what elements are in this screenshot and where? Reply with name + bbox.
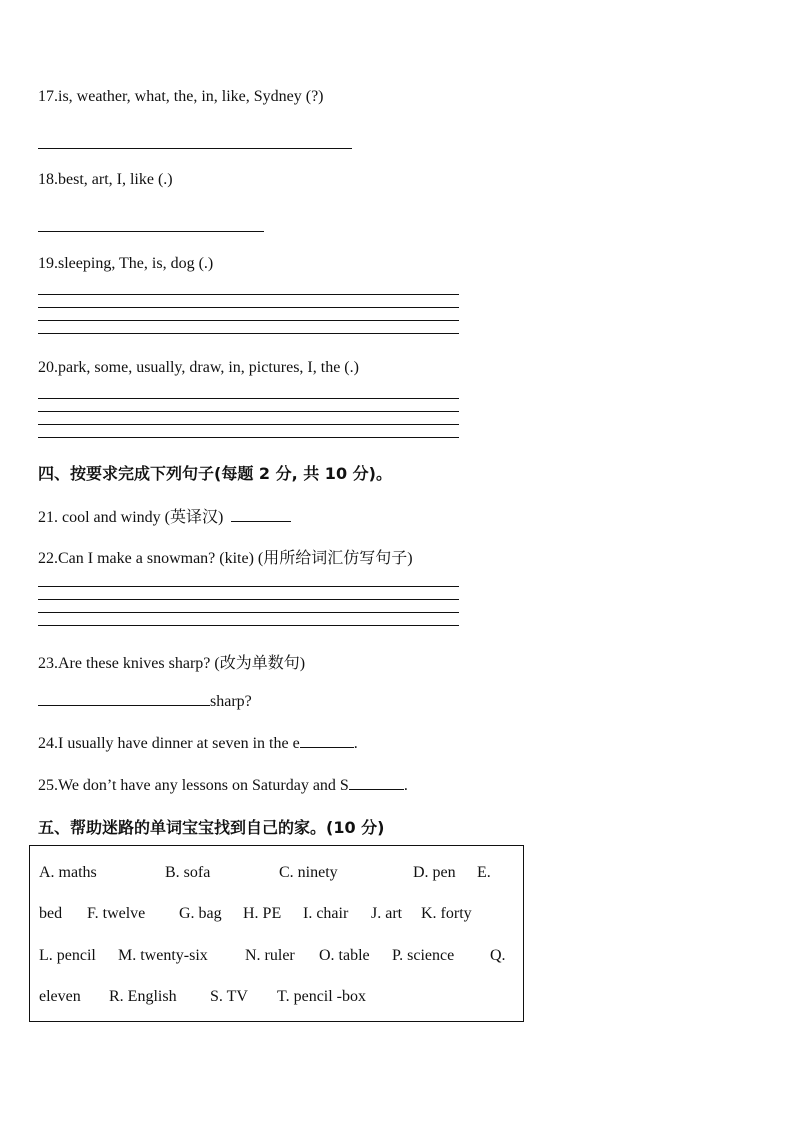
word-option[interactable]: Q.: [490, 947, 506, 964]
question-23-answer-row: [38, 691, 252, 711]
word-option[interactable]: S. TV: [210, 988, 248, 1005]
question-25-row: [38, 775, 408, 795]
word-option[interactable]: G. bag: [179, 905, 222, 922]
question-24-row: [38, 733, 358, 753]
answer-line-17[interactable]: [38, 148, 352, 149]
writing-line-19-2[interactable]: [38, 307, 459, 308]
writing-line-19-1[interactable]: [38, 294, 459, 295]
word-option[interactable]: O. table: [319, 947, 370, 964]
section-five-heading: 五、帮助迷路的单词宝宝找到自己的家。(10 分): [38, 818, 385, 837]
question-21-row: [38, 504, 291, 527]
writing-line-19-4[interactable]: [38, 333, 459, 334]
answer-blank-25[interactable]: [349, 775, 404, 790]
writing-line-22-4[interactable]: [38, 625, 459, 626]
word-box: [29, 845, 524, 1022]
writing-line-20-4[interactable]: [38, 437, 459, 438]
word-option[interactable]: F. twelve: [87, 905, 146, 922]
word-option[interactable]: B. sofa: [165, 864, 211, 881]
question-19: 19.sleeping, The, is, dog (.): [38, 255, 214, 272]
word-option[interactable]: eleven: [39, 988, 81, 1005]
question-17: 17.is, weather, what, the, in, like, Sydney (?): [38, 88, 324, 105]
writing-line-20-1[interactable]: [38, 398, 459, 399]
question-23: 23.Are these knives sharp? (改为单数句): [38, 655, 306, 672]
question-25: 25.We don’t have any lessons on Saturday and S: [38, 777, 349, 794]
word-option[interactable]: E.: [477, 864, 491, 881]
word-option[interactable]: A. maths: [39, 864, 97, 881]
word-option[interactable]: bed: [39, 905, 63, 922]
word-option[interactable]: P. science: [392, 947, 455, 964]
word-option[interactable]: I. chair: [303, 905, 349, 922]
word-option[interactable]: D. pen: [413, 864, 456, 881]
question-23-suffix: sharp?: [210, 693, 252, 710]
word-option[interactable]: J. art: [371, 905, 403, 922]
word-option[interactable]: R. English: [109, 988, 177, 1005]
word-option[interactable]: K. forty: [421, 905, 472, 922]
answer-blank-24[interactable]: [300, 733, 354, 748]
word-option[interactable]: N. ruler: [245, 947, 295, 964]
writing-line-20-2[interactable]: [38, 411, 459, 412]
question-21: 21. cool and windy (英译汉): [38, 509, 224, 526]
question-24-end: .: [353, 735, 358, 752]
question-22: 22.Can I make a snowman? (kite) (用所给词汇仿写句子): [38, 550, 413, 567]
question-18: 18.best, art, I, like (.): [38, 171, 173, 188]
question-24: 24.I usually have dinner at seven in the e: [38, 735, 300, 752]
writing-line-22-3[interactable]: [38, 612, 459, 613]
question-20: 20.park, some, usually, draw, in, pictures, I, the (.): [38, 359, 359, 376]
word-option[interactable]: C. ninety: [279, 864, 338, 881]
answer-blank-23[interactable]: [38, 691, 210, 706]
word-option[interactable]: M. twenty-six: [118, 947, 208, 964]
word-option[interactable]: H. PE: [243, 905, 282, 922]
writing-line-22-2[interactable]: [38, 599, 459, 600]
word-option[interactable]: L. pencil: [39, 947, 96, 964]
answer-blank-21[interactable]: [231, 507, 291, 522]
writing-line-20-3[interactable]: [38, 424, 459, 425]
writing-line-19-3[interactable]: [38, 320, 459, 321]
question-25-end: .: [403, 777, 408, 794]
word-option[interactable]: T. pencil -box: [277, 988, 367, 1005]
section-four-heading: 四、按要求完成下列句子(每题 2 分, 共 10 分)。: [38, 464, 392, 483]
writing-line-22-1[interactable]: [38, 586, 459, 587]
answer-line-18[interactable]: [38, 231, 264, 232]
